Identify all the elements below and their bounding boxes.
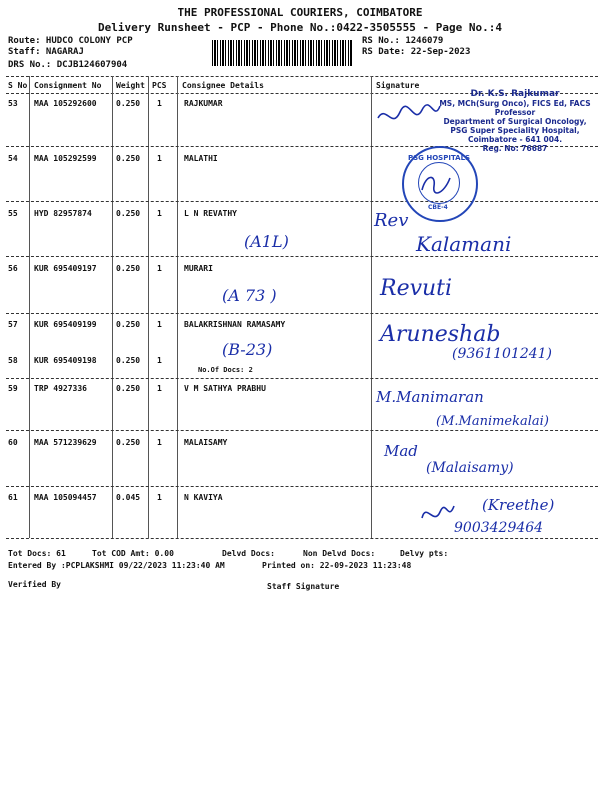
- drs-label: DRS No.: DCJB124607904: [8, 60, 128, 70]
- divider: [6, 76, 598, 77]
- row-pcs: 1: [157, 356, 162, 365]
- route-label: Route: HUDCO COLONY PCP: [8, 36, 133, 46]
- row-weight: 0.250: [116, 209, 141, 218]
- row-weight: 0.250: [116, 384, 141, 393]
- row-pcs: 1: [157, 384, 162, 393]
- stamp-text-bottom: CBE-4: [428, 204, 448, 211]
- row-divider: [6, 378, 598, 379]
- col-consignee: Consignee Details: [182, 81, 264, 90]
- row-divider: [6, 486, 598, 487]
- col-weight: Weight: [116, 81, 145, 90]
- printed-on: Printed on: 22-09-2023 11:23:48: [262, 561, 412, 570]
- handwritten-phone: 9003429464: [454, 520, 544, 536]
- row-weight: 0.250: [116, 320, 141, 329]
- row-sno: 55: [8, 209, 18, 218]
- row-weight: 0.045: [116, 493, 141, 502]
- row-consignee: MALAISAMY: [184, 438, 228, 447]
- row-consignment: KUR 695409199: [34, 320, 97, 329]
- delivered-docs: Delvd Docs:: [222, 549, 275, 558]
- row-divider: [6, 256, 598, 257]
- seal-line: Coimbatore - 641 004.: [467, 135, 563, 144]
- row-pcs: 1: [157, 320, 162, 329]
- barcode: [212, 40, 352, 66]
- col-signature: Signature: [376, 81, 420, 90]
- seal-line: Reg. No: 76687: [482, 144, 548, 153]
- row-pcs: 1: [157, 154, 162, 163]
- seal-line: Professor: [494, 108, 536, 117]
- row-weight: 0.250: [116, 154, 141, 163]
- col-consignment: Consignment No: [34, 81, 102, 90]
- row-weight: 0.250: [116, 264, 141, 273]
- company-title: THE PROFESSIONAL COURIERS, COIMBATORE: [177, 6, 423, 19]
- doctor-name: Dr. K.S. Rajkumar: [470, 89, 560, 99]
- seal-line: PSG Super Speciality Hospital,: [450, 126, 580, 135]
- row-consignment: KUR 695409197: [34, 264, 97, 273]
- total-cod: Tot COD Amt: 0.00: [92, 549, 174, 558]
- row-divider: [6, 538, 598, 539]
- doctor-seal: [430, 90, 600, 153]
- row-consignee: N KAVIYA: [184, 493, 223, 502]
- signature-scribble: [418, 500, 458, 530]
- row-consignee: BALAKRISHNAN RAMASAMY: [184, 320, 286, 329]
- row-weight: 0.250: [116, 99, 141, 108]
- row-consignment: TRP 4927336: [34, 384, 87, 393]
- seal-line: MS, MCh(Surg Onco), FICS Ed, FACS: [439, 99, 591, 108]
- col-sno: S No: [8, 81, 28, 90]
- row-sno: 58: [8, 356, 18, 365]
- handwritten-phone: (9361101241): [452, 346, 552, 362]
- row-divider: [6, 201, 598, 202]
- no-of-docs: No.Of Docs: 2: [198, 366, 253, 374]
- stamp-text-top: PSG HOSPITALS: [408, 154, 471, 162]
- row-consignee: V M SATHYA PRABHU: [184, 384, 266, 393]
- row-consignee: MURARI: [184, 264, 213, 273]
- row-sno: 59: [8, 384, 18, 393]
- row-pcs: 1: [157, 264, 162, 273]
- delivery-points: Delvy pts:: [400, 549, 449, 558]
- total-docs: Tot Docs: 61: [8, 549, 66, 558]
- row-consignment: KUR 695409198: [34, 356, 97, 365]
- signature: Kalamani: [416, 232, 512, 256]
- signature-scribble: [416, 170, 456, 200]
- handwritten-note: (A 73 ): [222, 286, 277, 305]
- row-pcs: 1: [157, 209, 162, 218]
- row-consignment: HYD 82957874: [34, 209, 92, 218]
- row-consignee: L N REVATHY: [184, 209, 237, 218]
- signature: Mad: [384, 442, 418, 460]
- entered-by: Entered By :PCPLAKSHMI 09/22/2023 11:23:40 AM: [8, 561, 225, 570]
- row-weight: 0.250: [116, 438, 141, 447]
- signature: Rev: [374, 210, 409, 231]
- signature: (M.Manimekalai): [436, 414, 549, 429]
- handwritten-note: (A1L): [244, 232, 289, 251]
- signature: Revuti: [380, 276, 453, 301]
- row-sno: 56: [8, 264, 18, 273]
- row-pcs: 1: [157, 438, 162, 447]
- signature: M.Manimaran: [376, 388, 484, 406]
- staff-signature: Staff Signature: [267, 582, 340, 591]
- row-sno: 61: [8, 493, 18, 502]
- row-pcs: 1: [157, 99, 162, 108]
- staff-label: Staff: NAGARAJ: [8, 47, 84, 57]
- row-consignment: MAA 105292599: [34, 154, 97, 163]
- handwritten-note: (B-23): [222, 340, 273, 359]
- row-consignment: MAA 105292600: [34, 99, 97, 108]
- row-consignment: MAA 571239629: [34, 438, 97, 447]
- row-sno: 57: [8, 320, 18, 329]
- signature: (Kreethe): [482, 496, 555, 514]
- row-consignee: MALATHI: [184, 154, 218, 163]
- row-consignee: RAJKUMAR: [184, 99, 223, 108]
- non-delivered-docs: Non Delvd Docs:: [303, 549, 376, 558]
- row-sno: 54: [8, 154, 18, 163]
- signature-scribble: [374, 96, 444, 136]
- row-sno: 53: [8, 99, 18, 108]
- seal-line: Department of Surgical Oncology,: [443, 117, 587, 126]
- row-weight: 0.250: [116, 356, 141, 365]
- signature: (Malaisamy): [426, 460, 514, 476]
- row-divider: [6, 430, 598, 431]
- signature: Aruneshab: [380, 322, 501, 347]
- rs-number: RS No.: 1246079: [362, 36, 444, 46]
- row-consignment: MAA 105094457: [34, 493, 97, 502]
- runsheet-title: Delivery Runsheet - PCP - Phone No.:0422-3505555 - Page No.:4: [98, 21, 502, 34]
- verified-by: Verified By: [8, 580, 61, 589]
- col-pcs: PCS: [152, 81, 167, 90]
- row-sno: 60: [8, 438, 18, 447]
- row-pcs: 1: [157, 493, 162, 502]
- row-divider: [6, 313, 598, 314]
- rs-date: RS Date: 22-Sep-2023: [362, 47, 471, 57]
